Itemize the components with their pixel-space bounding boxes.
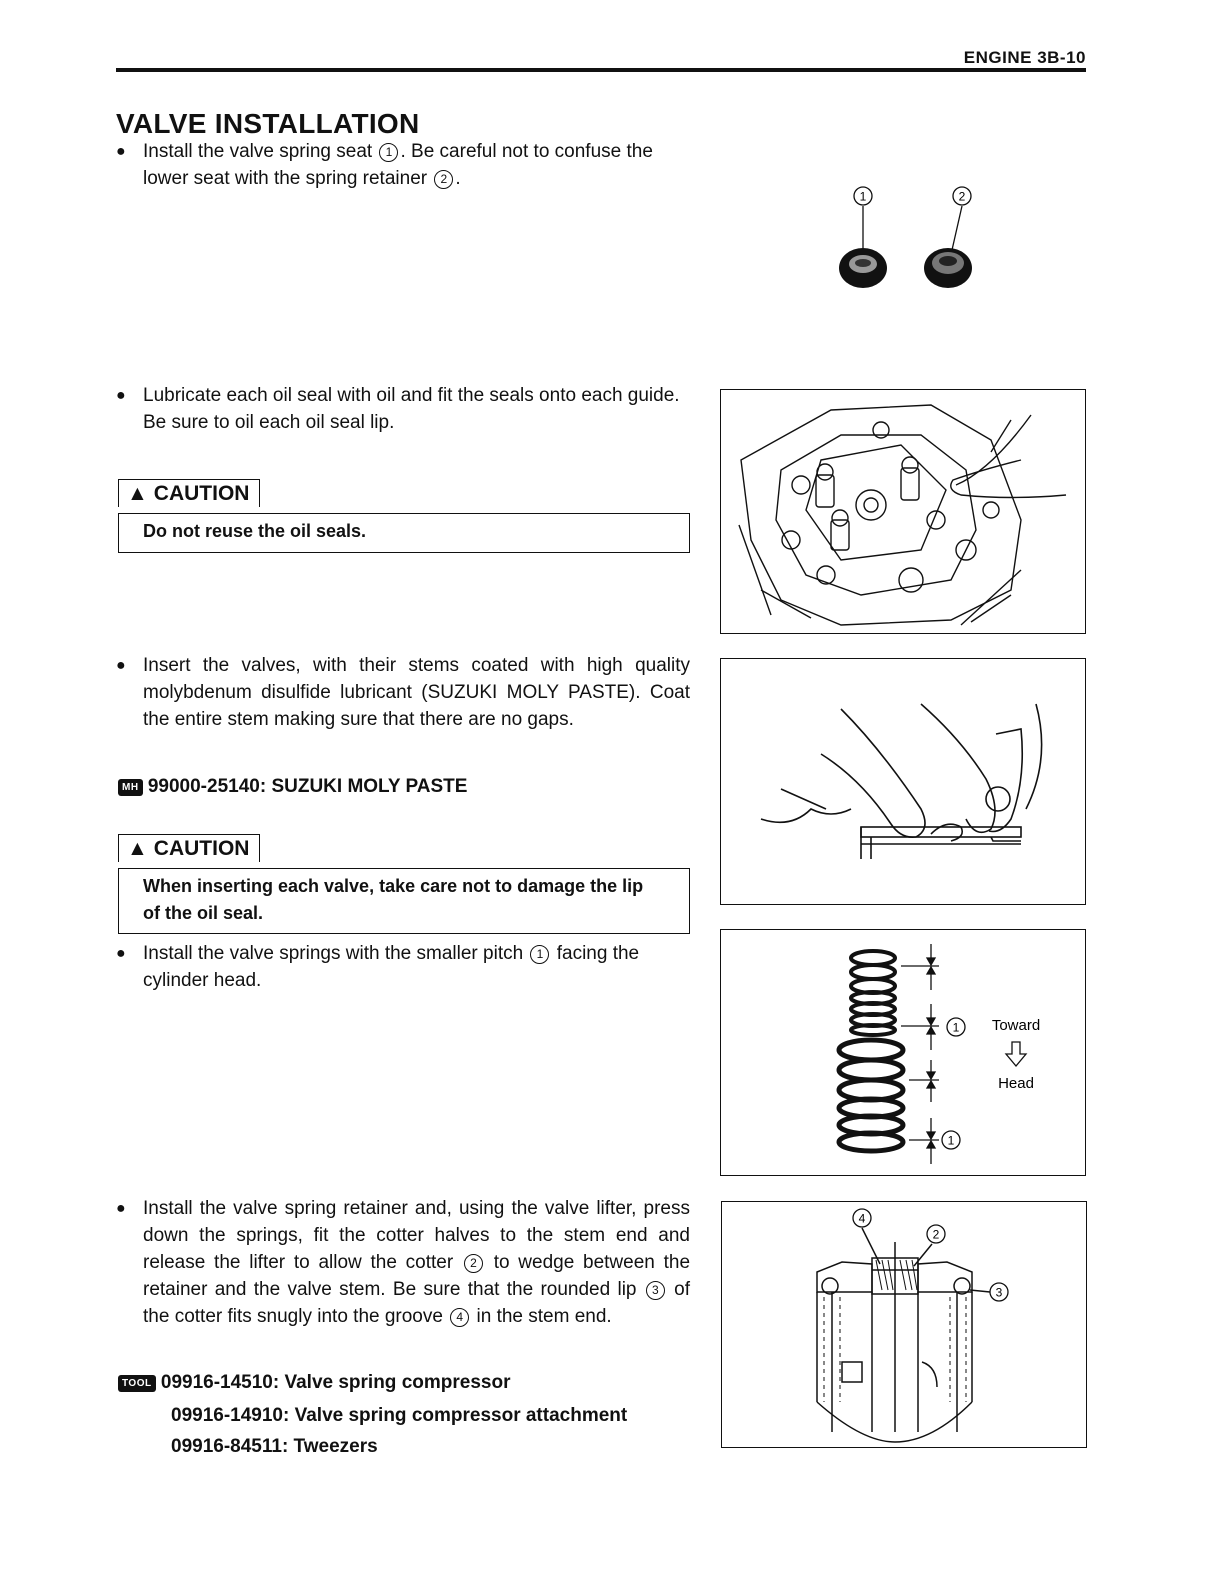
step-1-text-c: . <box>455 168 461 189</box>
cotter-label-2-text: 2 <box>932 1227 940 1242</box>
step-2-line-2: Be sure to oil each oil seal lip. <box>143 412 395 433</box>
figure-insert-valve <box>720 658 1086 905</box>
step-1 <box>116 138 690 192</box>
tool-item-3: 09916-84511: Tweezers <box>171 1436 378 1457</box>
step-4 <box>116 940 690 994</box>
section-label: ENGINE 3B-10 <box>963 48 1086 67</box>
step-3 <box>116 652 690 733</box>
caution-label-text: CAUTION <box>153 836 250 860</box>
cotter-label-3-text: 3 <box>995 1285 1003 1300</box>
step-2 <box>116 382 690 436</box>
step-1-text-b: . Be careful not to confuse the lower seat with the spring retainer <box>143 141 653 189</box>
pitch-label-2 <box>942 1131 960 1149</box>
page-title: VALVE INSTALLATION <box>116 108 420 139</box>
bullet-icon: ● <box>116 1200 126 1217</box>
step-5-text-c: of the cotter fits snugly into the groove <box>143 1279 690 1327</box>
caution-text-2: When inserting each valve, take care not to damage the lip of the oil seal. <box>143 876 644 923</box>
spring-retainer-part <box>924 248 972 288</box>
lubricant-reference <box>118 776 467 798</box>
caution-box-1 <box>118 513 690 553</box>
seat-label-1-text: 1 <box>859 189 867 204</box>
step-5-text-a: Install the valve spring retainer and, using the valve lifter, press down the springs, fit the cotter halves to the stem end and release the lifter to allow the cotter <box>143 1198 690 1273</box>
cotter-label-4-text: 4 <box>858 1211 866 1226</box>
step-2-line-1: Lubricate each oil seal with oil and fit the seals onto each guide. <box>143 385 680 406</box>
caution-label-1 <box>118 479 260 507</box>
figure-spring-seat <box>720 120 1086 370</box>
figure-oil-seal <box>720 389 1086 634</box>
step-5 <box>116 1195 690 1330</box>
header-rule <box>116 68 1086 72</box>
step-4-text-b: facing the cylinder head. <box>143 943 640 991</box>
step-4-text-a: Install the valve springs with the smaller pitch <box>143 943 524 964</box>
toward-label: Toward <box>991 1017 1041 1034</box>
step-5-text-d: in the stem end. <box>476 1306 612 1327</box>
tool-reference <box>118 1372 510 1394</box>
cotter-label-4 <box>853 1209 871 1227</box>
step-3-text: Insert the valves, with their stems coated with high quality molybdenum disulfide lubricant (SUZUKI MOLY PASTE). Coat the entire stem making sure that there are no gaps. <box>143 655 690 730</box>
callout-number: 2 <box>434 170 453 189</box>
caution-label-text: CAUTION <box>153 481 250 505</box>
seat-label-1 <box>854 187 872 205</box>
pitch-label-2-text: 1 <box>947 1133 955 1148</box>
tool-item-1: 09916-14510: Valve spring compressor <box>160 1372 511 1393</box>
callout-number: 4 <box>450 1308 469 1327</box>
bullet-icon: ● <box>116 387 126 404</box>
figure-valve-springs <box>720 929 1086 1176</box>
figure-cotter <box>721 1201 1087 1448</box>
warning-triangle-icon: ▲ <box>127 481 148 505</box>
cotter-label-2 <box>927 1225 945 1243</box>
caution-label-2 <box>118 834 260 862</box>
tool-icon: TOOL <box>118 1375 156 1392</box>
callout-number: 3 <box>646 1281 665 1300</box>
callout-number: 2 <box>464 1254 483 1273</box>
caution-text-1: Do not reuse the oil seals. <box>143 521 367 541</box>
warning-triangle-icon: ▲ <box>127 836 148 860</box>
arrow-down-icon <box>1006 1042 1026 1066</box>
callout-number: 1 <box>530 945 549 964</box>
seat-label-2 <box>953 187 971 205</box>
caution-box-2 <box>118 868 690 934</box>
callout-number: 1 <box>379 143 398 162</box>
head-label: Head <box>998 1075 1034 1092</box>
pitch-label-1 <box>947 1018 965 1036</box>
lubricant-icon: MH <box>118 779 143 796</box>
step-1-text-a: Install the valve spring seat <box>143 141 373 162</box>
spring-seat-part <box>839 248 887 288</box>
tool-item-2: 09916-14910: Valve spring compressor attachment <box>171 1405 628 1426</box>
cotter-label-3 <box>990 1283 1008 1301</box>
step-5-text-b: to wedge between the retainer and the valve stem. Be sure that the rounded lip <box>143 1252 691 1300</box>
lubricant-text: 99000-25140: SUZUKI MOLY PASTE <box>147 776 468 797</box>
seat-label-2-text: 2 <box>958 189 966 204</box>
bullet-icon: ● <box>116 945 126 962</box>
pitch-label-1-text: 1 <box>952 1020 960 1035</box>
bullet-icon: ● <box>116 657 126 674</box>
bullet-icon: ● <box>116 143 126 160</box>
